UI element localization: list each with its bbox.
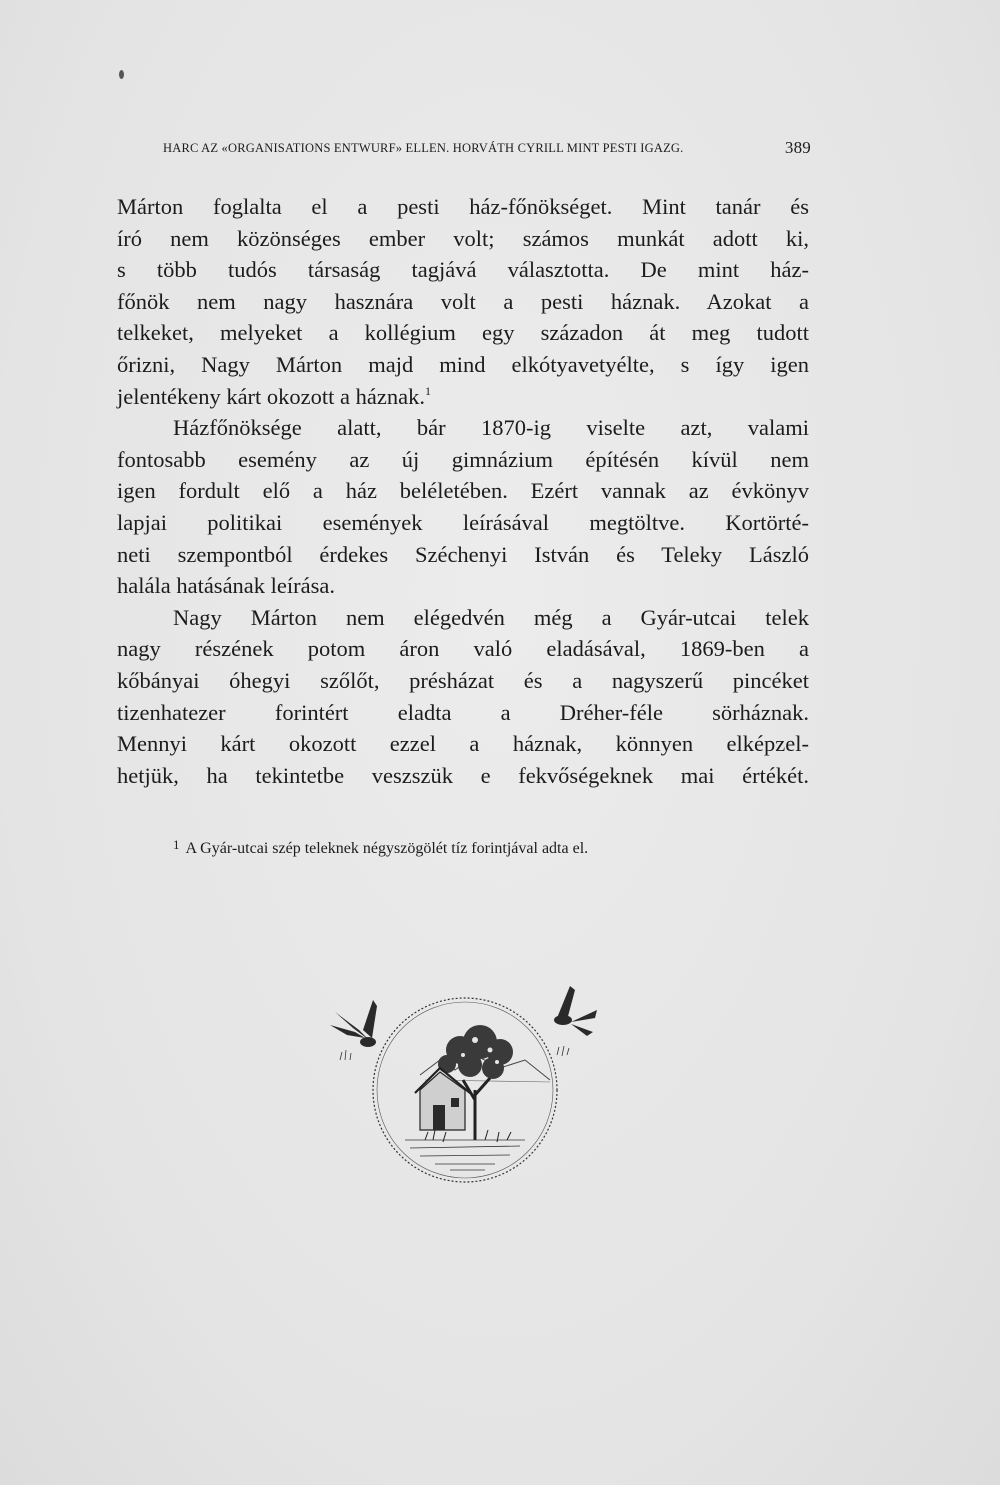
text-line: lapjai politikai események leírásával megtöltve. Kortörté- [117, 509, 809, 535]
text-line: Házfőnöksége alatt, bár 1870-ig viselte azt, valami [173, 415, 809, 441]
text-line: őrizni, Nagy Márton majd mind elkótyavetyélte, s így igen [117, 351, 809, 377]
text-line: hetjük, ha tekintetbe veszszük e fekvőségeknek mai értékét. [117, 762, 809, 788]
text-line: telkeket, melyeket a kollégium egy századon át meg tudott [117, 320, 809, 346]
text-line: s több tudós társaság tagjává választotta. De mint ház- [117, 257, 809, 283]
text-line: neti szempontból érdekes Széchenyi István és Teleky László [117, 541, 809, 567]
text-line: fontosabb esemény az új gimnázium építésén kívül nem [117, 446, 809, 472]
footnote-text: A Gyár-utcai szép teleknek négyszögölét tíz forintjával adta el. [185, 840, 589, 857]
text-line [117, 381, 809, 413]
body-text [117, 191, 809, 791]
text-line: igen fordult elő a ház beléletében. Ezért vannak az évkönyv [117, 478, 809, 504]
text-line: Nagy Márton nem elégedvén még a Gyár-utcai telek [173, 604, 809, 630]
text-line: kőbányai óhegyi szőlőt, présházat és a nagyszerű pincéket [117, 667, 809, 693]
ink-speck [119, 70, 124, 79]
footnote [173, 837, 589, 858]
footnote-mark: 1 [173, 837, 180, 852]
text-line: Márton foglalta el a pesti ház-főnökséget. Mint tanár és [117, 194, 809, 219]
text-line: halála hatásának leírása. [117, 573, 336, 599]
text-line: nagy részének potom áron való eladásával, 1869-ben a [117, 636, 809, 662]
text-line: tizenhatezer forintért eladta a Dréher-féle sörháznak. [117, 699, 809, 725]
paragraph-2 [117, 412, 809, 602]
text-line: főnök nem nagy hasznára volt a pesti háznak. Azokat a [117, 288, 809, 314]
paragraph-1 [117, 191, 809, 412]
vignette-swallows-cottage-icon [325, 980, 605, 1195]
footnote-reference[interactable]: 1 [425, 383, 431, 398]
page-number: 389 [784, 138, 811, 157]
text-line-content: jelentékeny kárt okozott a háznak. [117, 383, 425, 409]
running-head [163, 138, 811, 160]
paragraph-3 [117, 602, 809, 792]
text-line: író nem közönséges ember volt; számos munkát adott ki, [117, 225, 809, 251]
running-head-title: HARC AZ «ORGANISATIONS ENTWURF» ELLEN. HORVÁTH CYRILL MINT PESTI IGAZG. [163, 141, 684, 155]
text-line: Mennyi kárt okozott ezzel a háznak, könnyen elképzel- [117, 731, 809, 757]
